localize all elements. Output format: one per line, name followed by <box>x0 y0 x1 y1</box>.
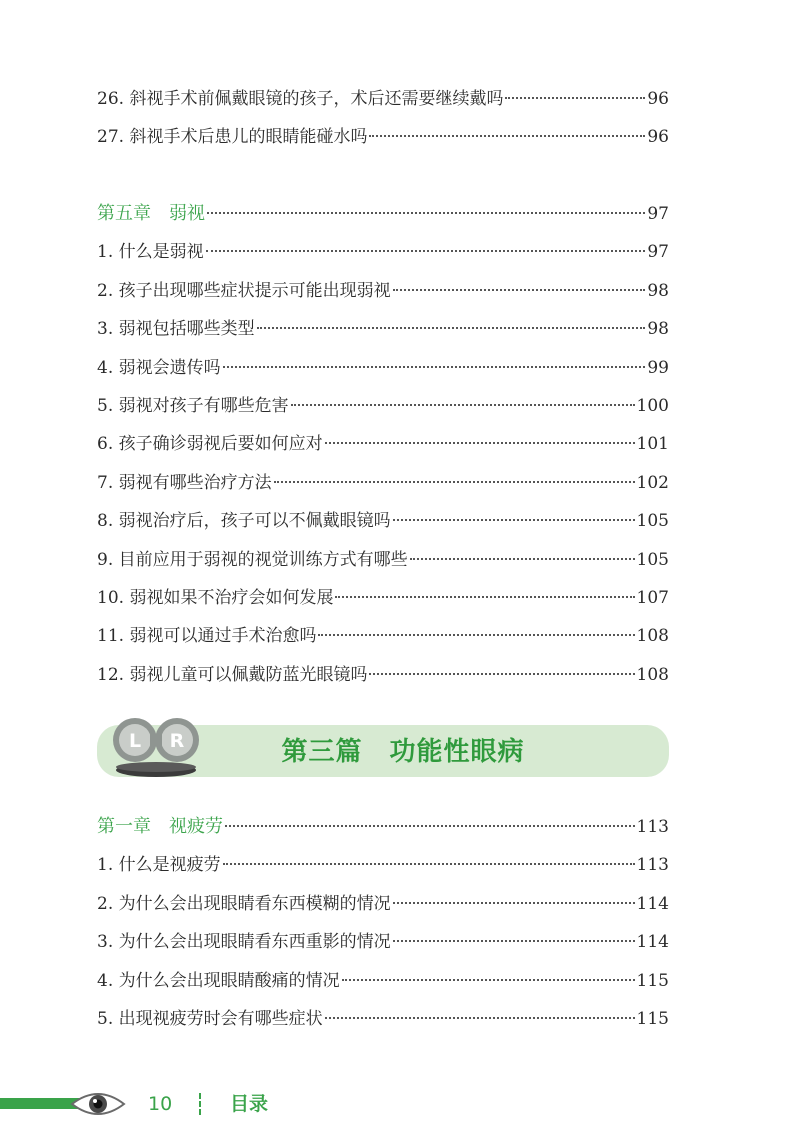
toc-entry-label: 4. 弱视会遗传吗 <box>97 357 221 378</box>
toc-entry-page: 100 <box>636 395 669 416</box>
toc-entry-page: 101 <box>636 434 669 455</box>
chapter-heading-page: 97 <box>647 204 669 224</box>
toc-entry-page: 108 <box>636 626 669 647</box>
toc-entry-label: 27. 斜视手术后患儿的眼睛能碰水吗 <box>97 127 368 148</box>
toc-entry-label: 1. 什么是弱视 <box>97 242 204 263</box>
toc-entry-page: 98 <box>647 280 669 301</box>
toc-entry[interactable] <box>97 387 669 425</box>
toc-entry-page: 108 <box>636 664 669 685</box>
footer-separator <box>199 1093 201 1115</box>
toc-entry-page: 102 <box>636 472 669 493</box>
toc-entry-page: 98 <box>647 319 669 340</box>
dot-leader <box>335 596 634 598</box>
toc-entry[interactable] <box>97 885 669 923</box>
toc-entry[interactable] <box>97 80 669 118</box>
chapter-heading-label: 第五章 弱视 <box>97 203 205 224</box>
dot-leader <box>274 481 635 483</box>
toc-entry-page: 113 <box>636 855 669 876</box>
toc-entry[interactable] <box>97 118 669 156</box>
dot-leader <box>369 135 645 137</box>
toc-entry[interactable] <box>97 962 669 1000</box>
toc-entry-label: 11. 弱视可以通过手术治愈吗 <box>97 626 317 647</box>
toc-entry-label: 9. 目前应用于弱视的视觉训练方式有哪些 <box>97 549 408 570</box>
dot-leader <box>225 825 635 827</box>
dot-leader <box>207 212 645 214</box>
toc-block-amblyopia <box>97 195 669 694</box>
toc-entry-page: 105 <box>636 511 669 532</box>
toc-entry-page: 97 <box>647 242 669 263</box>
toc-entry-page: 115 <box>636 1008 669 1029</box>
toc-block-visual-fatigue <box>97 808 669 1038</box>
toc-entry-label: 1. 什么是视疲劳 <box>97 855 221 876</box>
footer-page-number: 10 <box>148 1093 173 1115</box>
toc-entry[interactable] <box>97 425 669 463</box>
toc-entry[interactable] <box>97 310 669 348</box>
toc-entry[interactable] <box>97 502 669 540</box>
toc-entry-page: 114 <box>636 932 669 953</box>
eye-icon <box>70 1090 126 1118</box>
toc-entry[interactable] <box>97 272 669 310</box>
toc-entry-page: 107 <box>636 587 669 608</box>
page-footer <box>0 1088 800 1120</box>
toc-entry[interactable] <box>97 233 669 271</box>
toc-entry-page: 114 <box>636 893 669 914</box>
chapter-heading-amblyopia[interactable] <box>97 195 669 233</box>
toc-entry[interactable] <box>97 846 669 884</box>
dot-leader <box>257 327 646 329</box>
toc-entry-label: 2. 孩子出现哪些症状提示可能出现弱视 <box>97 280 391 301</box>
toc-entry-label: 4. 为什么会出现眼睛酸痛的情况 <box>97 970 340 991</box>
dot-leader <box>325 442 635 444</box>
toc-entry[interactable] <box>97 1000 669 1038</box>
chapter-heading-page: 113 <box>636 817 669 837</box>
dot-leader <box>291 404 635 406</box>
toc-entry-label: 2. 为什么会出现眼睛看东西模糊的情况 <box>97 893 391 914</box>
toc-entry[interactable] <box>97 617 669 655</box>
dot-leader <box>505 97 645 99</box>
dot-leader <box>393 519 635 521</box>
toc-entry-label: 26. 斜视手术前佩戴眼镜的孩子，术后还需要继续戴吗 <box>97 89 504 109</box>
toc-entry-label: 5. 出现视疲劳时会有哪些症状 <box>97 1008 323 1029</box>
dot-leader <box>393 289 646 291</box>
dot-leader <box>410 558 635 560</box>
toc-block-strabismus-continued <box>97 80 669 157</box>
dot-leader <box>223 366 646 368</box>
contact-lens-case-icon <box>110 712 202 782</box>
toc-entry[interactable] <box>97 923 669 961</box>
toc-entry-page: 96 <box>647 89 669 109</box>
lens-right-label: R <box>169 730 185 752</box>
toc-entry[interactable] <box>97 656 669 694</box>
toc-entry[interactable] <box>97 541 669 579</box>
dot-leader <box>223 863 635 865</box>
toc-entry-page: 105 <box>636 549 669 570</box>
toc-entry-label: 3. 弱视包括哪些类型 <box>97 319 255 340</box>
dot-leader <box>342 979 635 981</box>
footer-section-title: 目录 <box>230 1093 269 1115</box>
chapter-heading-visual-fatigue[interactable] <box>97 808 669 846</box>
dot-leader <box>369 673 634 675</box>
toc-entry-label: 5. 弱视对孩子有哪些危害 <box>97 395 289 416</box>
toc-entry-label: 3. 为什么会出现眼睛看东西重影的情况 <box>97 932 391 953</box>
toc-entry[interactable] <box>97 464 669 502</box>
dot-leader <box>393 902 635 904</box>
toc-entry-label: 7. 弱视有哪些治疗方法 <box>97 472 272 493</box>
dot-leader <box>393 940 635 942</box>
dot-leader <box>318 634 634 636</box>
toc-entry-label: 10. 弱视如果不治疗会如何发展 <box>97 587 334 608</box>
lens-left-label: L <box>128 730 142 752</box>
toc-entry-page: 115 <box>636 970 669 991</box>
toc-entry[interactable] <box>97 349 669 387</box>
toc-entry-page: 96 <box>647 127 669 148</box>
dot-leader <box>206 250 646 252</box>
toc-entry-label: 12. 弱视儿童可以佩戴防蓝光眼镜吗 <box>97 664 368 685</box>
part-title: 第三篇 功能性眼病 <box>281 737 525 767</box>
toc-entry-label: 6. 孩子确诊弱视后要如何应对 <box>97 434 323 455</box>
toc-entry-label: 8. 弱视治疗后，孩子可以不佩戴眼镜吗 <box>97 511 391 532</box>
chapter-heading-label: 第一章 视疲劳 <box>97 816 223 837</box>
dot-leader <box>325 1017 635 1019</box>
toc-entry[interactable] <box>97 579 669 617</box>
toc-entry-page: 99 <box>647 357 669 378</box>
